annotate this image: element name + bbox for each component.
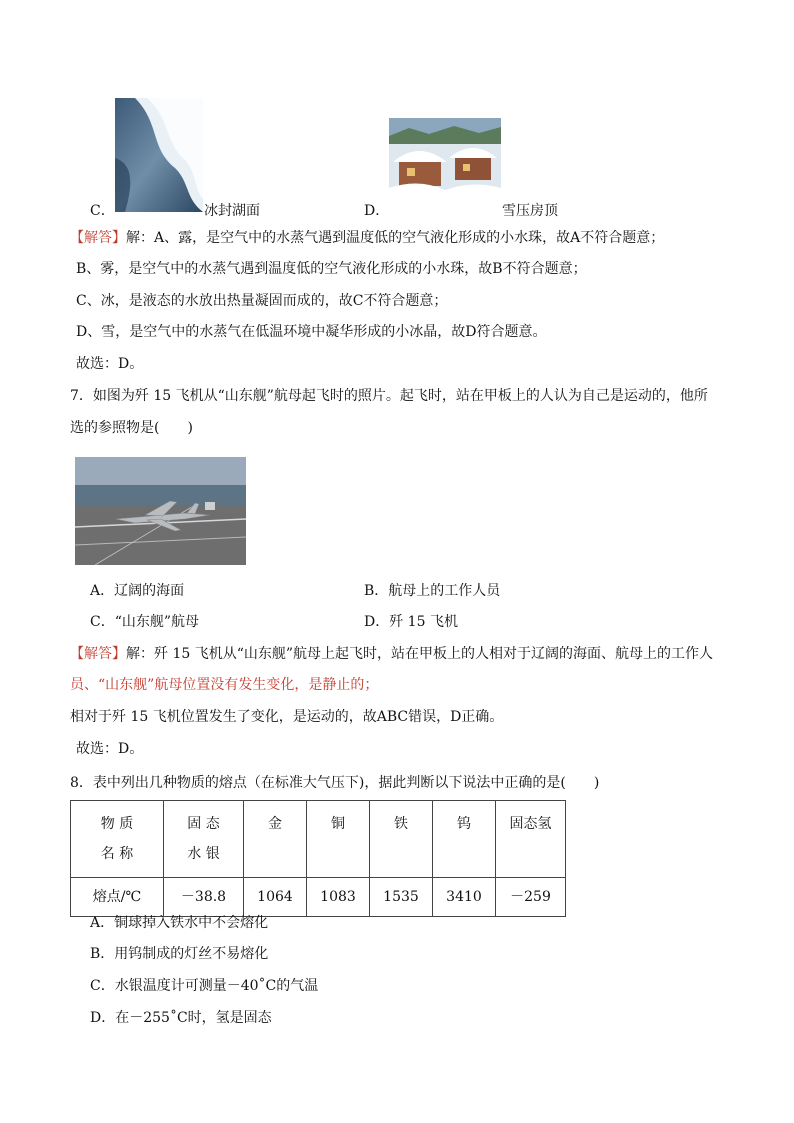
option-d-caption: 雪压房顶 <box>502 203 558 219</box>
frozen-lake-image <box>115 98 203 212</box>
snow-roof-image <box>389 118 501 212</box>
q8-stem: 8．表中列出几种物质的熔点（在标准大气压下)，据此判断以下说法中正确的是( ) <box>70 775 600 791</box>
table-header-row <box>71 801 566 878</box>
value-copper: 1083 <box>307 878 370 917</box>
q6-answer-text-1: 解：A、露，是空气中的水蒸气遇到温度低的空气液化形成的小水珠，故A不符合题意； <box>126 230 665 246</box>
q8-option-c: C．水银温度计可测量－40˚C的气温 <box>90 978 319 994</box>
header-solid-hydrogen: 固态氢 <box>496 801 566 878</box>
q8-option-b: B．用钨制成的灯丝不易熔化 <box>90 946 269 962</box>
value-gold: 1064 <box>244 878 307 917</box>
q7-stem-line-1: 7．如图为歼 15 飞机从“山东舰”航母起飞时的照片。起飞时，站在甲板上的人认为自己是运动的，他所 <box>70 388 708 404</box>
q7-answer-line-3: 相对于歼 15 飞机位置发生了变化，是运动的，故ABC错误，D正确。 <box>70 709 504 725</box>
q6-answer-line-4: D、雪，是空气中的水蒸气在低温环境中凝华形成的小冰晶，故D符合题意。 <box>76 324 547 340</box>
table-row <box>71 878 566 917</box>
q6-answer-line-2: B、雾，是空气中的水蒸气遇到温度低的空气液化形成的小水珠，故B不符合题意； <box>76 261 587 277</box>
q6-answer-line-1 <box>70 227 664 247</box>
melting-point-table <box>70 800 566 917</box>
q7-option-c: C．“山东舰”航母 <box>90 614 200 630</box>
q7-answer-line-2: 员、“山东舰”航母位置没有发生变化，是静止的； <box>70 677 379 693</box>
q7-select: 故选：D。 <box>76 741 144 757</box>
q7-option-d: D．歼 15 飞机 <box>364 614 458 630</box>
q8-option-a: A．铜球掉入铁水中不会熔化 <box>90 915 269 931</box>
q7-option-a: A．辽阔的海面 <box>90 583 185 599</box>
q6-answer-tag: 【解答】 <box>70 230 126 246</box>
q7-answer-line-1 <box>70 643 713 663</box>
value-tungsten: 3410 <box>433 878 496 917</box>
q8-option-d: D．在－255˚C时，氢是固态 <box>90 1010 272 1026</box>
q7-answer-tag: 【解答】 <box>70 646 126 662</box>
header-tungsten: 钨 <box>433 801 496 878</box>
value-mercury: －38.8 <box>164 878 244 917</box>
carrier-jet-image <box>75 457 246 565</box>
option-c-caption: 冰封湖面 <box>204 203 260 219</box>
value-hydrogen: －259 <box>496 878 566 917</box>
value-iron: 1535 <box>370 878 433 917</box>
q6-select: 故选：D。 <box>76 356 144 372</box>
option-c-letter: C． <box>90 203 115 219</box>
q6-answer-line-3: C、冰，是液态的水放出热量凝固而成的，故C不符合题意； <box>76 293 448 309</box>
header-substance-name: 物 质 名 称 <box>71 801 164 878</box>
header-solid-mercury: 固 态 水 银 <box>164 801 244 878</box>
header-iron: 铁 <box>370 801 433 878</box>
row-label-melting-point: 熔点/℃ <box>71 878 164 917</box>
q7-stem-line-2: 选的参照物是( ) <box>70 420 193 436</box>
header-gold: 金 <box>244 801 307 878</box>
q7-option-b: B．航母上的工作人员 <box>364 583 501 599</box>
option-d-letter: D． <box>364 203 390 219</box>
q7-answer-text-1: 解：歼 15 飞机从“山东舰”航母上起飞时，站在甲板上的人相对于辽阔的海面、航母上的工作人 <box>126 646 714 662</box>
header-copper: 铜 <box>307 801 370 878</box>
